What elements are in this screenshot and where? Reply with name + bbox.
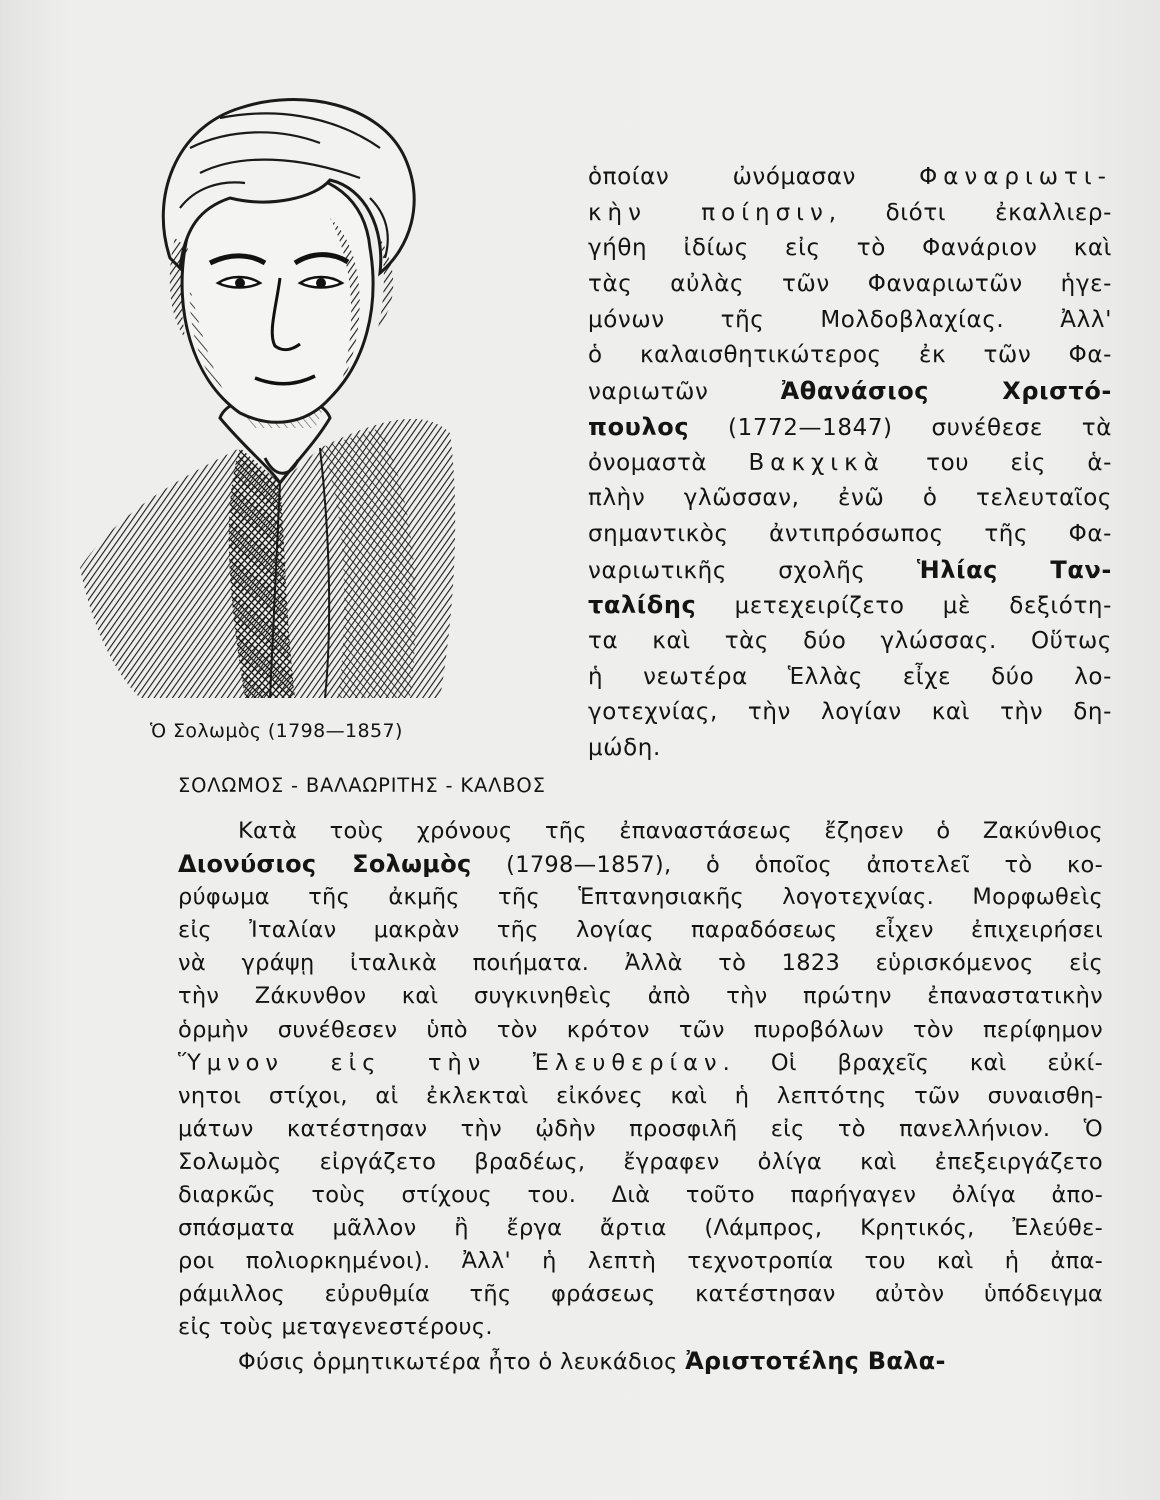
text-line bbox=[588, 160, 1112, 196]
text-line bbox=[588, 410, 1112, 446]
text-segment: ναριωτικῆς σχολῆς bbox=[588, 557, 917, 584]
text-line bbox=[178, 1146, 1103, 1179]
text-segment: διαρκῶς τοὺς στίχους του. Διὰ τοῦτο παρήγαγεν ὀλίγα ἀπο- bbox=[178, 1182, 1103, 1209]
text-segment: ρύφωμα τῆς ἀκμῆς τῆς Ἑπτανησιακῆς λογοτεχνίας. Μορφωθεὶς bbox=[178, 884, 1103, 911]
spaced-title: Βακχικὰ bbox=[748, 449, 885, 476]
text-segment: (1772—1847) συνέθεσε τὰ bbox=[689, 414, 1112, 441]
bold-name: Ἀθανάσιος Χριστό- bbox=[780, 377, 1112, 406]
text-line bbox=[588, 624, 1112, 660]
text-segment: Σολωμὸς εἰργάζετο βραδέως, ἔγραφεν ὀλίγα καὶ ἐπεξειργάζετο bbox=[178, 1148, 1103, 1175]
text-segment: γήθη ἰδίως εἰς τὸ Φανάριον καὶ bbox=[588, 235, 1112, 262]
text-segment: ράμιλλος εὐρυθμία τῆς φράσεως κατέστησαν αὐτὸν ὑπόδειγμα bbox=[178, 1281, 1103, 1308]
text-segment: μόνων τῆς Μολδοβλαχίας. Ἀλλ' bbox=[588, 306, 1112, 333]
text-line bbox=[178, 914, 1103, 947]
text-line bbox=[588, 196, 1112, 232]
text-segment: , διότι ἐκαλλιερ- bbox=[828, 199, 1112, 226]
text-line bbox=[178, 815, 1103, 848]
text-segment: ροι πολιορκημένοι). Ἀλλ' ἡ λεπτὴ τεχνοτροπία του καὶ ἡ ἀπα- bbox=[178, 1248, 1103, 1275]
text-line bbox=[178, 848, 1103, 881]
text-line bbox=[588, 660, 1112, 696]
bold-name: ταλίδης bbox=[588, 591, 697, 620]
spaced-title: κὴν ποίησιν bbox=[588, 199, 829, 226]
text-segment: σημαντικὸς ἀντιπρόσωπος τῆς Φα- bbox=[588, 520, 1112, 547]
text-line bbox=[588, 553, 1112, 589]
text-segment: γοτεχνίας, τὴν λογίαν καὶ τὴν δη- bbox=[588, 699, 1112, 726]
text-segment: σπάσματα μᾶλλον ἢ ἔργα ἄρτια (Λάμπρος, Κρητικός, Ἐλεύθε- bbox=[178, 1215, 1103, 1242]
portrait-caption: Ὁ Σολωμὸς (1798—1857) bbox=[150, 720, 403, 742]
text-segment: τα καὶ τὰς δύο γλώσσας. Οὕτως bbox=[588, 627, 1112, 654]
text-segment: πλὴν γλῶσσαν, ἐνῶ ὁ τελευταῖος bbox=[588, 485, 1112, 512]
text-segment: Φύσις ὁρμητικωτέρα ἦτο ὁ λευκάδιος bbox=[238, 1348, 686, 1375]
text-segment: ὁρμὴν συνέθεσεν ὑπὸ τὸν κρότον τῶν πυροβόλων τὸν περίφημον bbox=[178, 1016, 1103, 1043]
text-segment: νητοι στίχοι, αἱ ἐκλεκταὶ εἰκόνες καὶ ἡ λεπτότης τῶν συναισθη- bbox=[178, 1082, 1103, 1109]
main-body-text bbox=[178, 815, 1103, 1378]
spaced-title: Ὕμνον εἰς τὴν Ἐλευθερίαν bbox=[178, 1049, 723, 1076]
text-line bbox=[178, 947, 1103, 980]
text-segment: ὁ καλαισθητικώτερος ἐκ τῶν Φα- bbox=[588, 342, 1112, 369]
portrait-engraving bbox=[80, 88, 500, 703]
text-segment: του εἰς ἁ- bbox=[884, 449, 1112, 476]
text-segment: . Οἱ βραχεῖς καὶ εὐκί- bbox=[722, 1049, 1103, 1076]
text-line bbox=[588, 481, 1112, 517]
text-segment: ἡ νεωτέρα Ἑλλὰς εἶχε δύο λο- bbox=[588, 663, 1112, 690]
text-line bbox=[588, 303, 1112, 339]
section-heading: ΣΟΛΩΜΟΣ - ΒΑΛΑΩΡΙΤΗΣ - ΚΑΛΒΟΣ bbox=[178, 774, 546, 797]
text-line bbox=[588, 695, 1112, 731]
text-line bbox=[178, 1047, 1103, 1080]
text-line bbox=[178, 1113, 1103, 1146]
text-segment: τὴν Ζάκυνθον καὶ συγκινηθεὶς ἀπὸ τὴν πρώτην ἐπαναστατικὴν bbox=[178, 983, 1103, 1010]
text-line bbox=[178, 1080, 1103, 1113]
text-segment: μώδη. bbox=[588, 735, 661, 761]
text-segment: μετεχειρίζετο μὲ δεξιότη- bbox=[696, 593, 1112, 620]
text-line bbox=[588, 338, 1112, 374]
bold-name: Διονύσιος Σολωμὸς bbox=[178, 850, 472, 879]
text-line bbox=[178, 1245, 1103, 1278]
text-line bbox=[178, 980, 1103, 1013]
text-line bbox=[588, 374, 1112, 410]
spaced-title: Φαναριωτι- bbox=[919, 164, 1112, 190]
text-line bbox=[588, 731, 1112, 767]
text-segment: ναριωτῶν bbox=[588, 379, 781, 406]
text-line bbox=[588, 446, 1112, 482]
text-segment: ὀνομαστὰ bbox=[588, 449, 749, 476]
text-segment: (1798—1857), ὁ ὁποῖος ἀποτελεῖ τὸ κο- bbox=[471, 852, 1103, 879]
text-segment: εἰς Ἰταλίαν μακρὰν τῆς λογίας παραδόσεως εἶχεν ἐπιχειρήσει bbox=[178, 917, 1103, 944]
right-text-column bbox=[588, 160, 1112, 767]
text-line bbox=[178, 881, 1103, 914]
text-segment: Κατὰ τοὺς χρόνους τῆς ἐπαναστάσεως ἔζησεν ὁ Ζακύνθιος bbox=[238, 818, 1103, 844]
text-segment: ὁποίαν ὠνόμασαν bbox=[588, 164, 920, 190]
bold-name: Ἀριστοτέλης Βαλα- bbox=[685, 1346, 946, 1375]
text-segment: εἰς τοὺς μεταγενεστέρους. bbox=[178, 1314, 493, 1341]
text-line bbox=[588, 588, 1112, 624]
bold-name: πουλος bbox=[588, 412, 690, 441]
text-line bbox=[178, 1278, 1103, 1311]
text-segment: τὰς αὐλὰς τῶν Φαναριωτῶν ἡγε- bbox=[588, 271, 1112, 298]
text-line bbox=[178, 1014, 1103, 1047]
text-line bbox=[178, 1345, 1103, 1378]
text-segment: μάτων κατέστησαν τὴν ᾠδὴν προσφιλῆ εἰς τὸ πανελλήνιον. Ὁ bbox=[178, 1115, 1103, 1142]
text-segment: νὰ γράψῃ ἰταλικὰ ποιήματα. Ἀλλὰ τὸ 1823 εὑρισκόμενος εἰς bbox=[178, 950, 1103, 977]
solomos-portrait-icon bbox=[80, 88, 500, 703]
text-line bbox=[178, 1179, 1103, 1212]
text-line bbox=[588, 267, 1112, 303]
text-line bbox=[588, 517, 1112, 553]
text-line bbox=[178, 1311, 1103, 1344]
bold-name: Ἡλίας Ταν- bbox=[916, 555, 1112, 584]
text-line bbox=[178, 1212, 1103, 1245]
text-line bbox=[588, 231, 1112, 267]
